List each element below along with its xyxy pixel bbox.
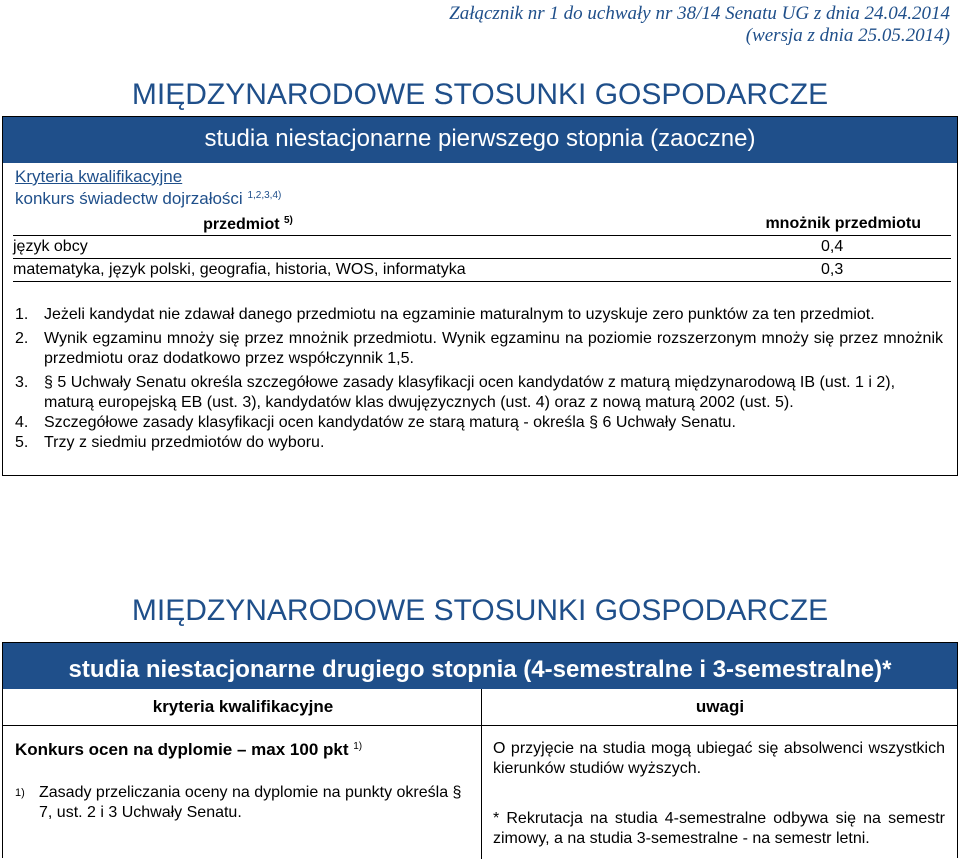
subjects-table-header xyxy=(13,213,951,236)
table-row xyxy=(13,259,951,282)
row-subject: matematyka, język polski, geografia, historia, WOS, informatyka xyxy=(13,261,466,278)
row-multiplier: 0,3 xyxy=(821,261,844,278)
remark-1: O przyjęcie na studia mogą ubiegać się absolwenci wszystkich kierunków studiów wyższych. xyxy=(493,740,945,777)
section1-subtitle: studia niestacjonarne pierwszego stopnia (zaoczne) xyxy=(204,125,756,152)
section2-box xyxy=(2,642,958,858)
notes-list xyxy=(15,305,943,453)
header-line-1: Załącznik nr 1 do uchwały nr 38/14 Senatu UG z dnia 24.04.2014 xyxy=(449,3,950,24)
section1-title: MIĘDZYNARODOWE STOSUNKI GOSPODARCZE xyxy=(131,78,829,111)
col-subject-header: przedmiot $^{5)}$ xyxy=(203,215,293,233)
subjects-table xyxy=(13,213,951,282)
footnote: 1) Zasady przeliczania oceny na dyplomie na punkty określa § 7, ust. 2 i 3 Uchwały Senatu. xyxy=(15,784,462,821)
contest-text: Konkurs ocen na dyplomie – max 100 pkt $^{1)}$ xyxy=(15,740,363,759)
header-line-2: (wersja z dnia 25.05.2014) xyxy=(745,25,950,46)
contest-label-text: konkurs świadectw dojrzałości xyxy=(15,189,243,208)
remark-2: * Rekrutacja na studia 4-semestralne odbywa się na semestr zimowy, a na studia 3-semestralne - na semestr letni. xyxy=(493,810,945,847)
table-row xyxy=(13,236,951,259)
header-divider xyxy=(3,725,957,726)
section1-box xyxy=(2,116,958,476)
section2-subtitle-bar xyxy=(3,643,957,689)
list-item: 3. § 5 Uchwały Senatu określa szczegółowe zasady klasyfikacji ocen kandydatów z maturą międzynarodową IB (ust. 1 i 2), maturą europejską EB (ust. 3), kandydatów klas dwujęzycznych (ust. 4) oraz z nową maturą 2002 (ust. 5). xyxy=(15,374,896,411)
contest-label-sup: 1,2,3,4) xyxy=(247,190,282,201)
section1-subtitle-bar xyxy=(3,117,957,163)
list-item: 4. Szczegółowe zasady klasyfikacji ocen kandydatów ze starą maturą - określa § 6 Uchwały Senatu. xyxy=(15,414,736,431)
section2-subtitle: studia niestacjonarne drugiego stopnia (4-semestralne i 3-semestralne)* xyxy=(68,656,892,683)
row-subject: język obcy xyxy=(13,238,88,255)
col-criteria-header: kryteria kwalifikacyjne xyxy=(152,697,334,716)
column-divider xyxy=(481,689,482,859)
list-item: 1. Jeżeli kandydat nie zdawał danego przedmiotu na egzaminie maturalnym to uzyskuje zero punktów za ten przedmiot. xyxy=(15,306,875,323)
col-remarks-header: uwagi xyxy=(695,697,745,716)
col-multiplier-header: mnożnik przedmiotu xyxy=(765,215,921,232)
row-multiplier: 0,4 xyxy=(821,238,844,255)
list-item: 2. Wynik egzaminu mnoży się przez mnożnik przedmiotu. Wynik egzaminu na poziomie rozszerzonym mnoży się przez mnożnik przedmiotu oraz dodatkowo przez współczynnik 1,5. xyxy=(15,330,943,367)
section2-title: MIĘDZYNARODOWE STOSUNKI GOSPODARCZE xyxy=(131,594,829,627)
criteria-label: Kryteria kwalifikacyjne xyxy=(15,167,183,186)
contest-label xyxy=(15,189,281,209)
document-header xyxy=(250,3,950,47)
list-item: 5. Trzy z siedmiu przedmiotów do wyboru. xyxy=(15,434,325,451)
